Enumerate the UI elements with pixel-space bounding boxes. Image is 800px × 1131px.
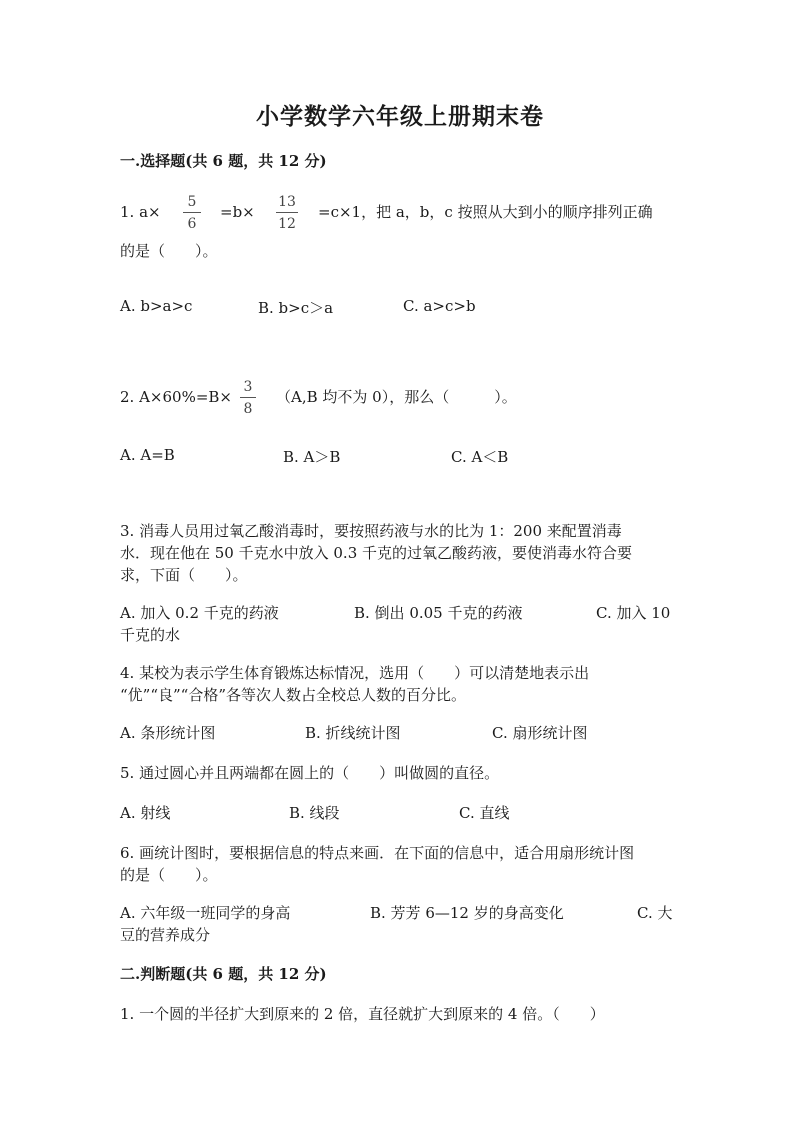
q4-option-a: A. 条形统计图 — [120, 724, 216, 742]
q5-text-line1: 5. 通过圆心并且两端都在圆上的（ ）叫做圆的直径。 — [120, 764, 500, 782]
q3-option-c-wrap: 千克的水 — [120, 626, 181, 644]
q2-option-a: A. A=B — [120, 446, 175, 464]
page-title: 小学数学六年级上册期末卷 — [256, 103, 544, 130]
q1-frac1-denominator: 6 — [187, 216, 197, 232]
q1-option-c: C. a>c>b — [403, 297, 476, 315]
q1-text-line2: 的是（ ）。 — [120, 242, 218, 260]
q6-option-b: B. 芳芳 6—12 岁的身高变化 — [370, 904, 564, 922]
fraction-bar — [276, 212, 298, 213]
q3-option-b: B. 倒出 0.05 千克的药液 — [354, 604, 523, 622]
q4-option-b: B. 折线统计图 — [305, 724, 401, 742]
q6-option-c: C. 大 — [637, 904, 673, 922]
q3-text-line1: 3. 消毒人员用过氧乙酸消毒时，要按照药液与水的比为 1：200 来配置消毒 — [120, 522, 622, 540]
q1-fraction-1 — [183, 193, 201, 233]
q1-text-a: 1. a× — [120, 203, 161, 221]
fraction-bar — [183, 212, 201, 213]
q1-option-a: A. b>a>c — [120, 297, 193, 315]
q3-option-a: A. 加入 0.2 千克的药液 — [120, 604, 279, 622]
q4-option-c: C. 扇形统计图 — [492, 724, 588, 742]
section-heading-judge: 二.判断题(共 6 题，共 12 分) — [120, 965, 327, 983]
q2-text-b: （A,B 均不为 0），那么（ ）。 — [276, 388, 517, 406]
q6-option-a: A. 六年级一班同学的身高 — [120, 904, 291, 922]
q6-text-line1: 6. 画统计图时，要根据信息的特点来画．在下面的信息中，适合用扇形统计图 — [120, 844, 635, 862]
j1-text-line1: 1. 一个圆的半径扩大到原来的 2 倍，直径就扩大到原来的 4 倍。（ ） — [120, 1005, 605, 1023]
q5-option-b: B. 线段 — [289, 804, 340, 822]
q4-text-line2: “优”“良”“合格”各等次人数占全校总人数的百分比。 — [120, 686, 467, 704]
q2-text-a: 2. A×60%=B× — [120, 388, 232, 406]
q5-option-a: A. 射线 — [120, 804, 171, 822]
q2-frac-denominator: 8 — [243, 401, 253, 417]
fraction-bar — [240, 397, 256, 398]
q2-option-c: C. A＜B — [451, 448, 509, 466]
q3-option-c: C. 加入 10 — [596, 604, 671, 622]
q1-frac2-numerator: 13 — [278, 194, 296, 210]
q1-fraction-2 — [276, 193, 298, 233]
q1-option-b: B. b>c＞a — [258, 299, 334, 317]
q4-text-line1: 4. 某校为表示学生体育锻炼达标情况，选用（ ）可以清楚地表示出 — [120, 664, 590, 682]
q2-fraction — [240, 378, 256, 418]
q2-option-b: B. A＞B — [283, 448, 341, 466]
q2-frac-numerator: 3 — [243, 379, 253, 395]
section-heading-choice: 一.选择题(共 6 题，共 12 分) — [120, 152, 327, 170]
q1-text-b: =b× — [220, 203, 255, 221]
q6-option-c-wrap: 豆的营养成分 — [120, 926, 211, 944]
q5-option-c: C. 直线 — [459, 804, 510, 822]
q1-text-c: =c×1，把 a，b，c 按照从大到小的顺序排列正确 — [318, 203, 653, 221]
q3-text-line2: 水．现在他在 50 千克水中放入 0.3 千克的过氧乙酸药液，要使消毒水符合要 — [120, 544, 633, 562]
q1-frac1-numerator: 5 — [187, 194, 197, 210]
q1-frac2-denominator: 12 — [278, 216, 296, 232]
q3-text-line3: 求，下面（ ）。 — [120, 566, 248, 584]
q6-text-line2: 的是（ ）。 — [120, 866, 218, 884]
